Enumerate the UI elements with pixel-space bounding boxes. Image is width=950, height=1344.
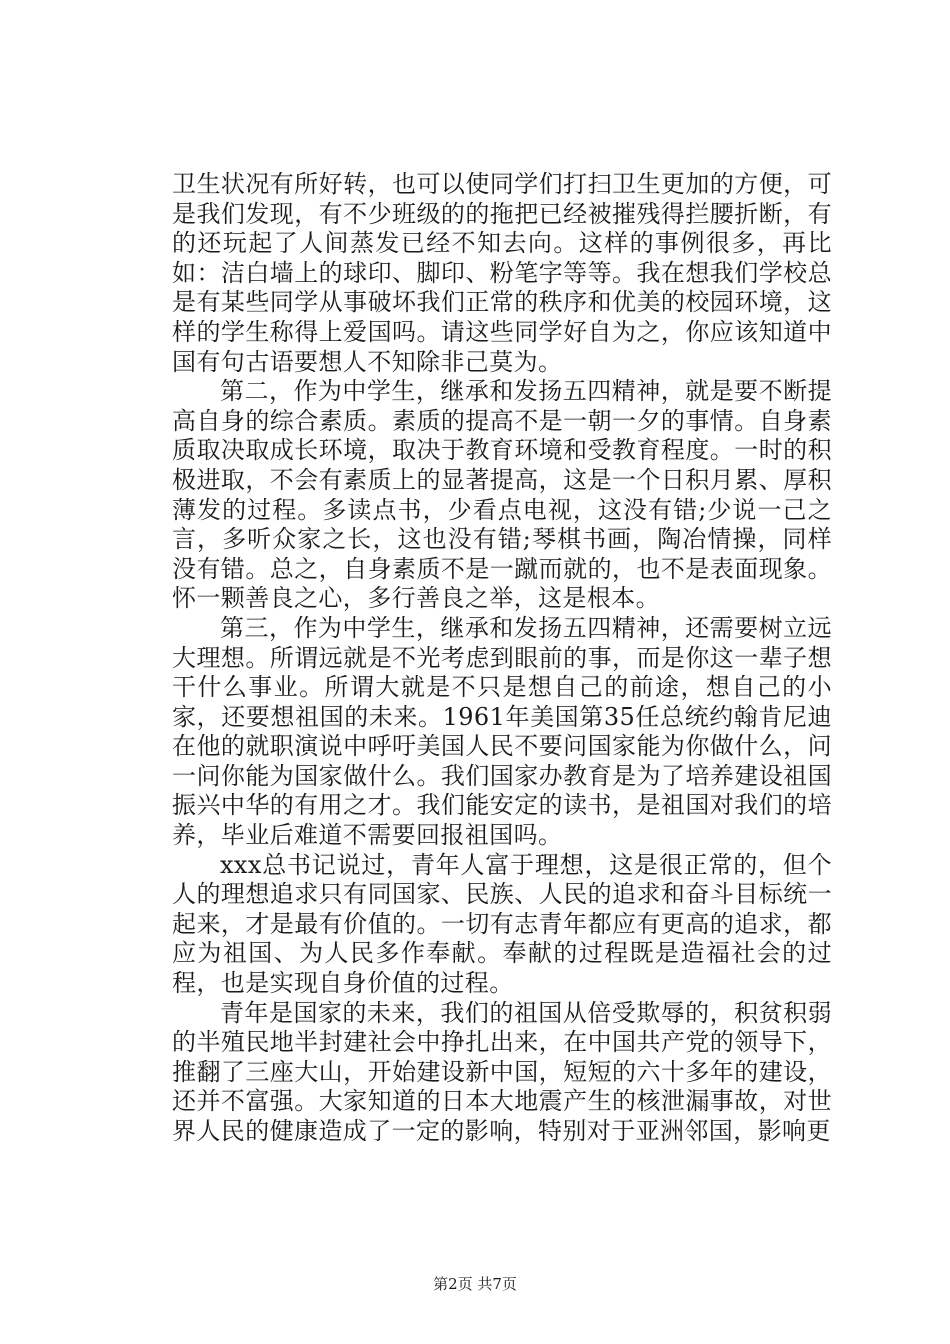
paragraph-1: 卫生状况有所好转，也可以使同学们打扫卫生更加的方便，可是我们发现，有不少班级的的拖把已经被摧残得拦腰折断，有的还玩起了人间蒸发已经不知去向。这样的事例很多，再比如：洁白墙上的球印、脚印、粉笔字等等。我在想我们学校总是有某些同学从事破坏我们正常的秩序和优美的校园环境，这样的学生称得上爱国吗。请这些同学好自为之，你应该知道中国有句古语要想人不知除非己莫为。 [172,170,832,376]
paragraph-2: 第二，作为中学生，继承和发扬五四精神，就是要不断提高自身的综合素质。素质的提高不是一朝一夕的事情。自身素质取决取成长环境，取决于教育环境和受教育程度。一时的积极进取，不会有素质上的显著提高，这是一个日积月累、厚积薄发的过程。多读点书，少看点电视，这没有错;少说一己之言，多听众家之长，这也没有错;琴棋书画，陶冶情操，同样没有错。总之，自身素质不是一蹴而就的，也不是表面现象。怀一颗善良之心，多行善良之举，这是根本。 [172,377,832,613]
page-number-footer: 第2页 共7页 [433,1275,517,1293]
paragraph-3: 第三，作为中学生，继承和发扬五四精神，还需要树立远大理想。所谓远就是不光考虑到眼前的事，而是你这一辈子想干什么事业。所谓大就是不只是想自己的前途，想自己的小家，还要想祖国的未来。1961年美国第35任总统约翰肯尼迪在他的就职演说中呼吁美国人民不要问国家能为你做什么，问一问你能为国家做什么。我们国家办教育是为了培养建设祖国振兴中华的有用之才。我们能安定的读书，是祖国对我们的培养，毕业后难道不需要回报祖国吗。 [172,613,832,850]
document-body [172,170,832,1147]
paragraph-5: 青年是国家的未来，我们的祖国从倍受欺辱的，积贫积弱的半殖民地半封建社会中挣扎出来，在中国共产党的领导下，推翻了三座大山，开始建设新中国，短短的六十多年的建设，还并不富强。大家知道的日本大地震产生的核泄漏事故，对世界人民的健康造成了一定的影响，特别对于亚洲邻国，影响更 [172,998,832,1145]
paragraph-4: xxx总书记说过，青年人富于理想，这是很正常的，但个人的理想追求只有同国家、民族、人民的追求和奋斗目标统一起来，才是最有价值的。一切有志青年都应有更高的追求，都应为祖国、为人民多作奉献。奉献的过程既是造福社会的过程，也是实现自身价值的过程。 [172,850,832,998]
